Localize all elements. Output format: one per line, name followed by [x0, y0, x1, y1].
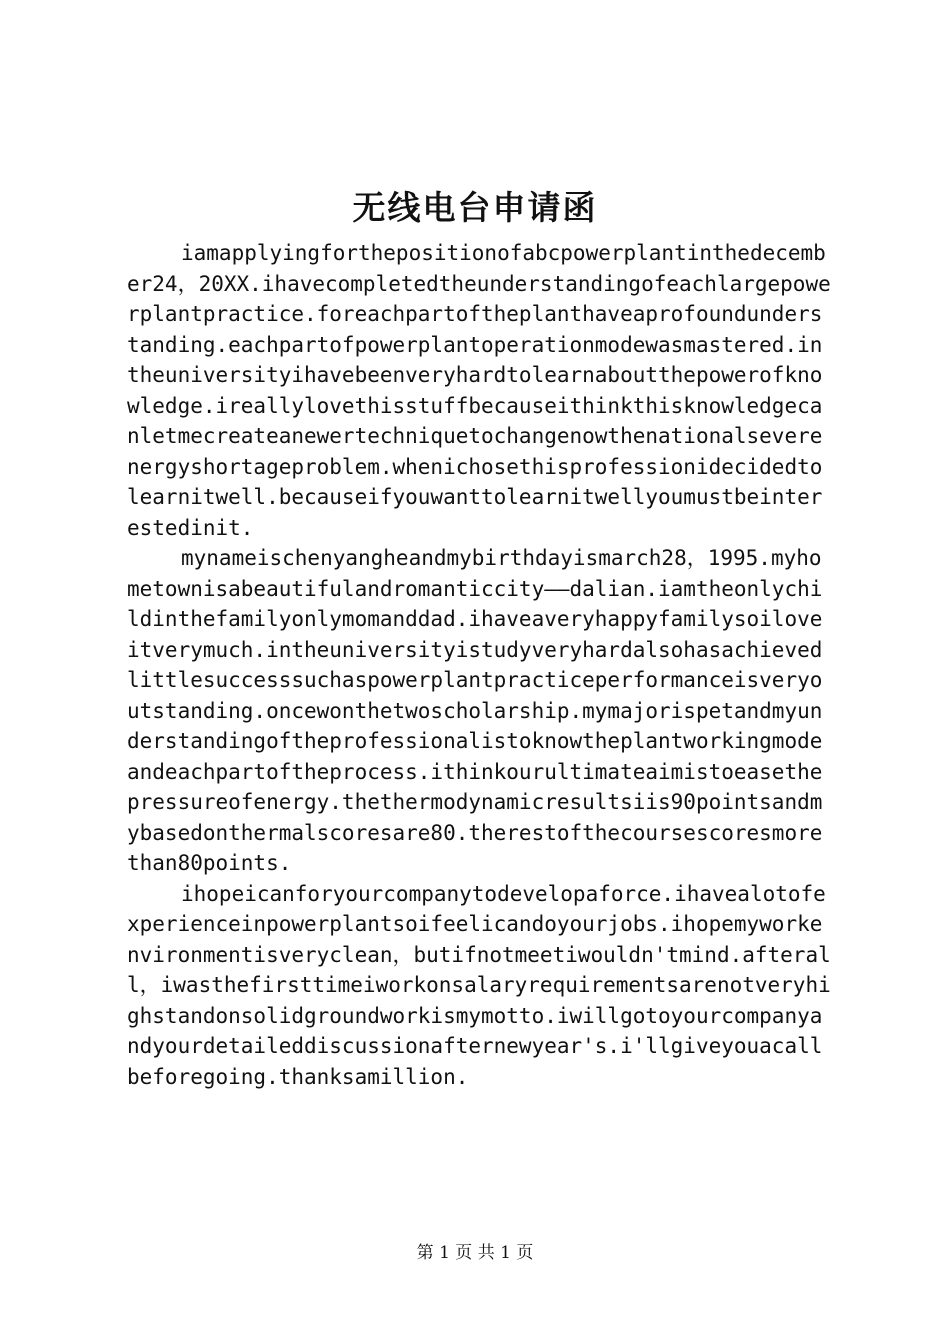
- document-body: [127, 238, 833, 1092]
- paragraph-personal-info: mynameischenyangheandmybirthdayismarch28，1995.myhometownisabeautifulandromanticcity——dalian.iamtheonlychildinthefamilyonlymomanddad.ihaveaveryhappyfamilysoiloveitverymuch.intheuniversityistudyveryhardalsohasachievedlittlesuccesssuchaspowerplantpracticeperformanceisveryoutstanding.oncewonthetwoscholarship.mymajorispetandmyunderstandingoftheprofessionalistoknowtheplantworkingmodeandeachpartoftheprocess.ithinkourultimateaimistoeasethepressureofenergy.thethermodynamicresultsiis90pointsandmybasedonthermalscoresare80.therestofthecoursescoresmorethan80points.: [127, 546, 823, 875]
- document-title: 无线电台申请函: [352, 188, 598, 227]
- paragraph-closing: ihopeicanforyourcompanytodevelopaforce.ihavealotofexperienceinpowerplantsoifeelicandoyourjobs.ihopemyworkenvironmentisveryclean，butifnotmeetiwouldn'tmind.afterall，iwasthefirsttimeiworkonsalaryrequirementsarenotveryhighstandonsolidgroundworkismymotto.iwillgotoyourcompanyandyourdetaileddiscussionafternewyear's.i'llgiveyouacallbeforegoing.thanksamillion.: [127, 881, 831, 1089]
- paragraph-application: iamapplyingforthepositionofabcpowerplantinthedecember24，20XX.ihavecompletedtheunderstandingofeachlargepowerplantpractice.foreachpartoftheplanthaveaprofoundunderstanding.eachpartofpowerplantoperationmodewasmastered.intheuniversityihavebeenveryhardtolearnaboutthepowerofknowledge.ireallylovethisstuffbecauseithinkthisknowledgecanletmecreateanewertechniquetochangenowthenationalseverenergyshortageproblem.whenichosethisprofessionidecidedtolearnitwell.becauseifyouwanttolearnitwellyoumustbeinterestedinit.: [127, 241, 831, 540]
- page-footer: 第 1 页 共 1 页: [416, 1243, 534, 1263]
